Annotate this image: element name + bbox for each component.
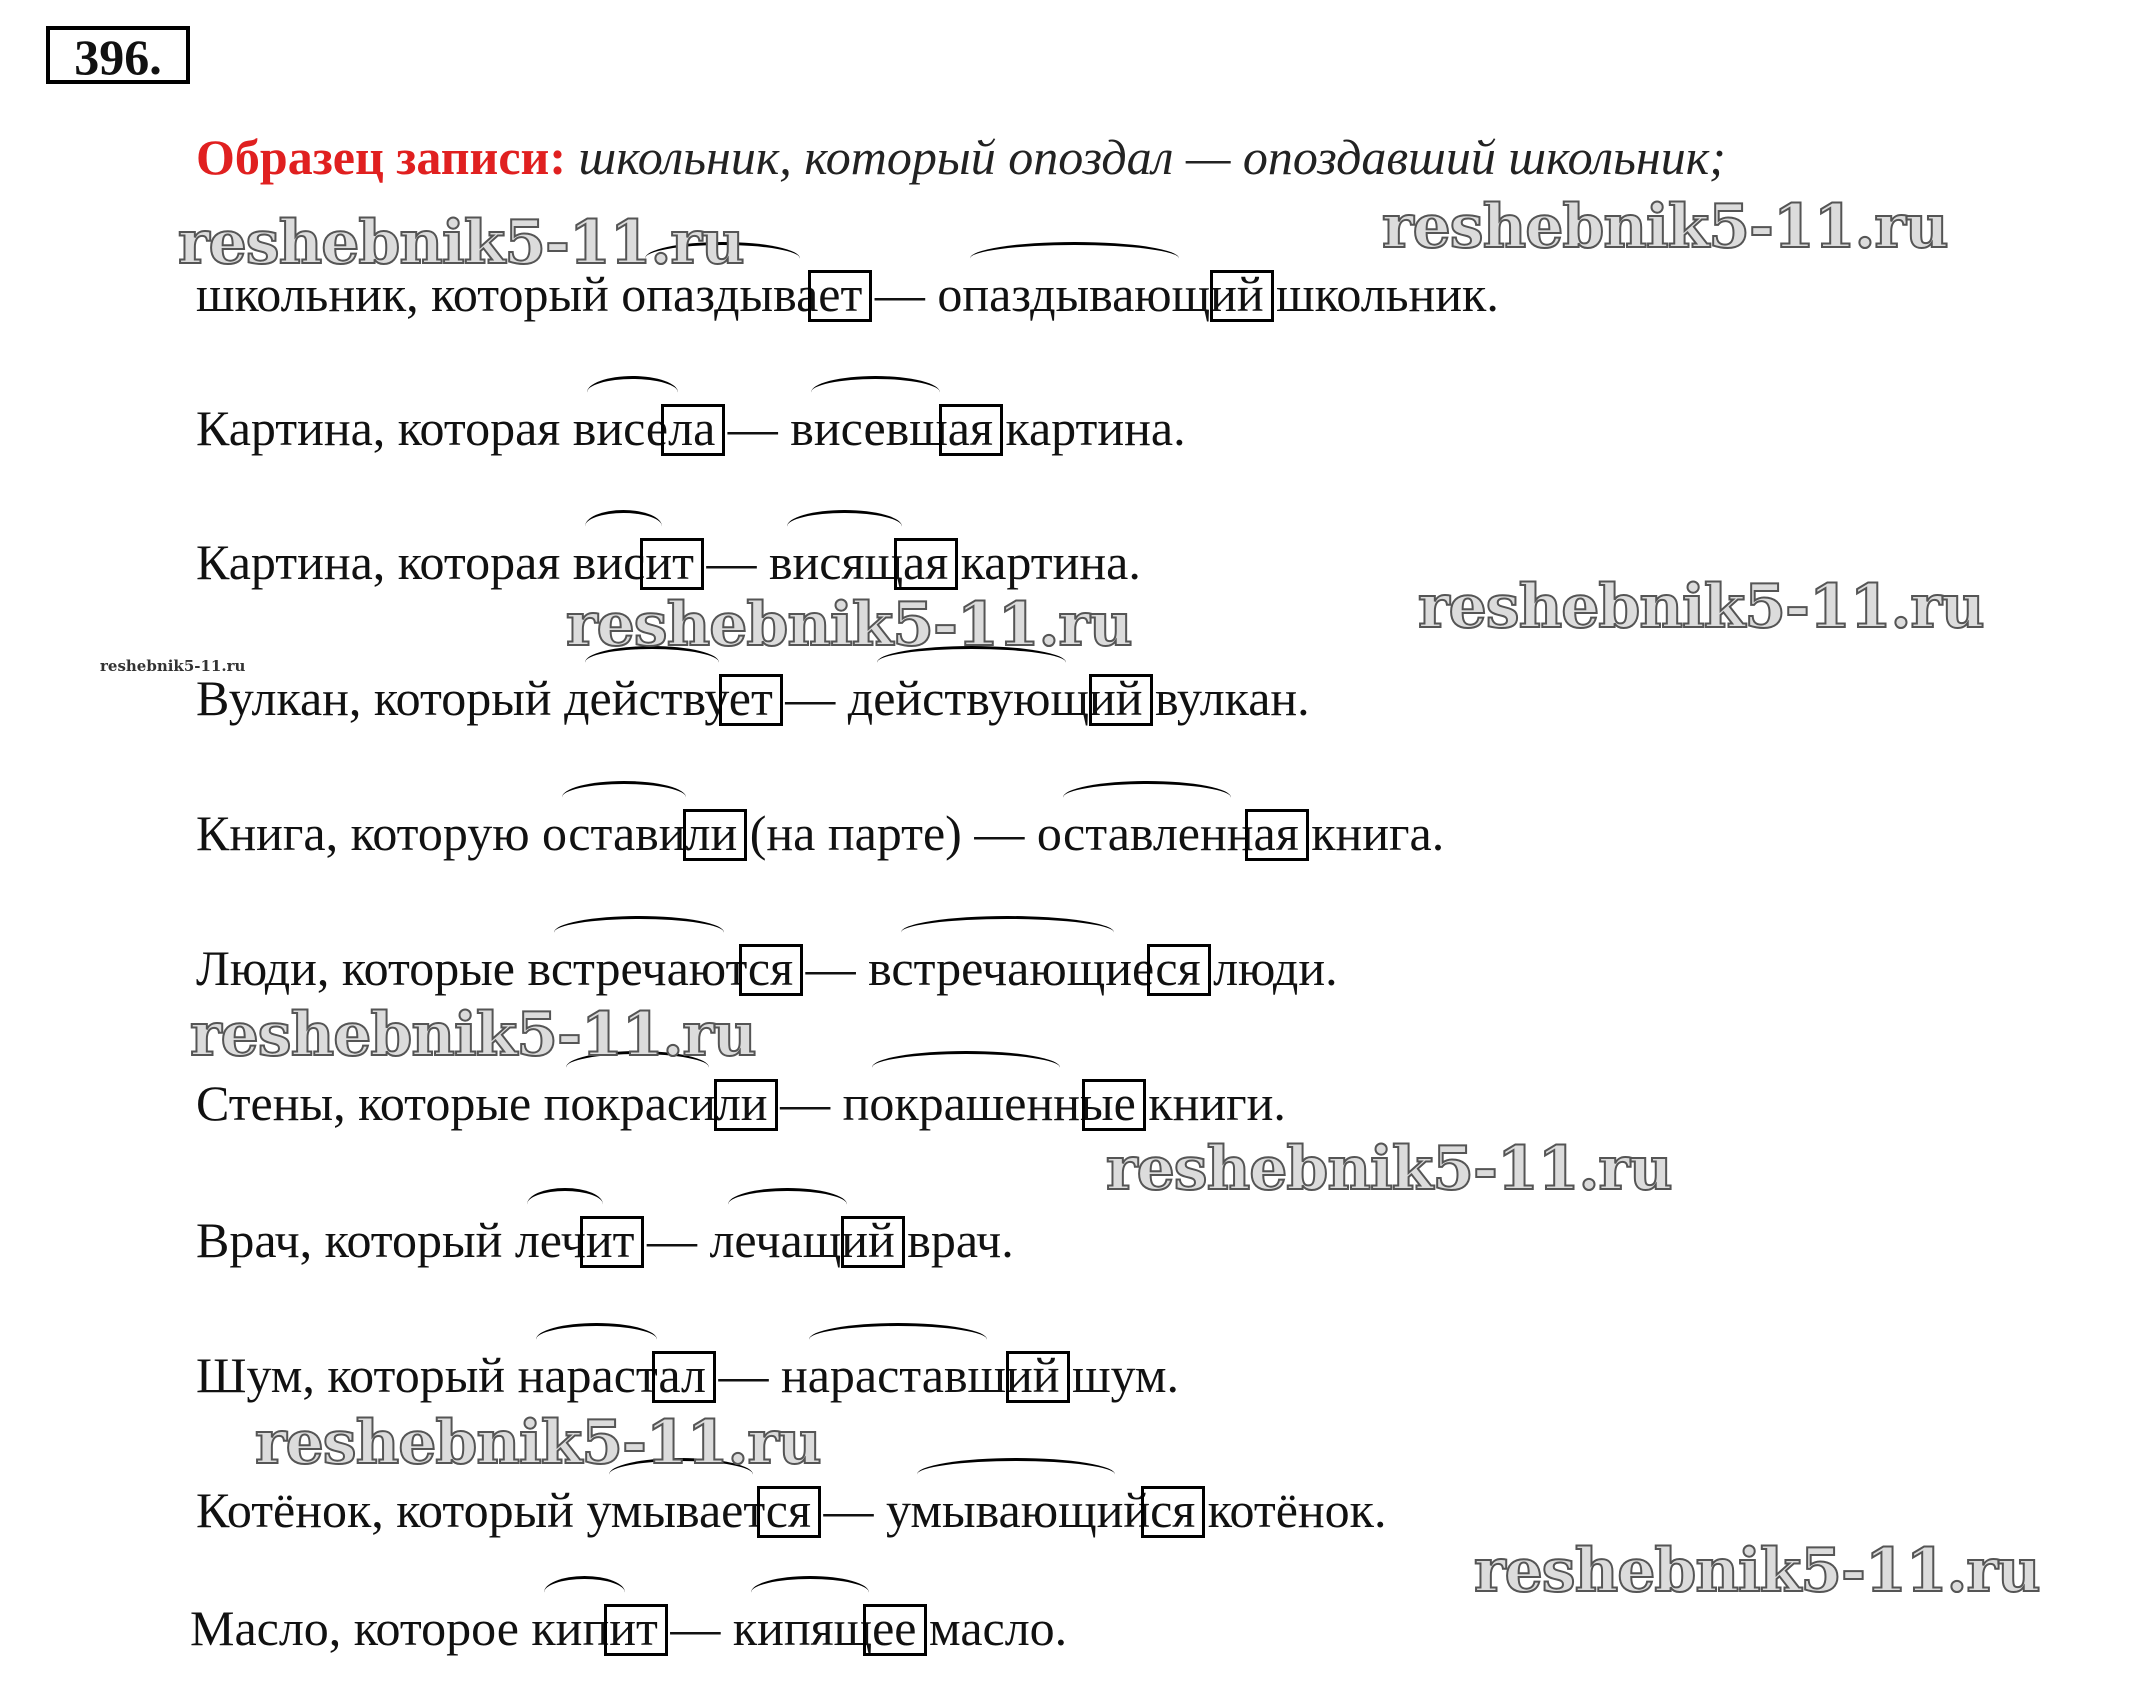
watermark: reshebnik5-11.ru: [190, 1000, 756, 1070]
noun-word: врач.: [907, 1212, 1014, 1268]
phrase-text: Люди, которые: [196, 940, 515, 996]
watermark: reshebnik5-11.ru: [1474, 1536, 2040, 1606]
dash: —: [974, 805, 1025, 861]
exercise-line: [196, 1210, 1996, 1270]
verb-word: умывается: [586, 1482, 811, 1538]
phrase-text: Картина, которая: [196, 534, 561, 590]
exercise-number: 396.: [46, 26, 190, 84]
dash: —: [874, 266, 925, 322]
phrase-text: Котёнок, который: [196, 1482, 574, 1538]
verb-word: лечит: [514, 1212, 635, 1268]
noun-word: книга.: [1311, 805, 1445, 861]
participle-word: оставленная: [1036, 805, 1299, 861]
verb-word: встречаются: [527, 940, 794, 996]
watermark: reshebnik5-11.ru: [1418, 572, 1984, 642]
exercise-line: [196, 1480, 1996, 1540]
phrase-text: Вулкан, который: [196, 670, 552, 726]
exercise-line: [196, 1073, 1996, 1133]
sample-text: школьник, который опоздал — опоздавший школьник;: [578, 129, 1726, 185]
dash: —: [727, 400, 778, 456]
participle-word: действующий: [847, 670, 1143, 726]
verb-word: нарастал: [517, 1347, 706, 1403]
phrase-text: Врач, который: [196, 1212, 503, 1268]
exercise-line: [190, 1598, 1990, 1658]
phrase-text: Картина, которая: [196, 400, 561, 456]
participle-word: кипящее: [732, 1600, 917, 1656]
participle-word: умывающийся: [886, 1482, 1196, 1538]
small-watermark: reshebnik5-11.ru: [100, 657, 246, 675]
sample-label: Образец записи:: [196, 129, 566, 185]
noun-word: котёнок.: [1207, 1482, 1387, 1538]
watermark: reshebnik5-11.ru: [178, 208, 744, 278]
participle-word: покрашенные: [842, 1075, 1136, 1131]
phrase-text: Стены, которые: [196, 1075, 532, 1131]
extra-text: (на парте): [749, 805, 962, 861]
watermark: reshebnik5-11.ru: [566, 590, 1132, 660]
exercise-line: [196, 264, 1996, 324]
verb-word: висит: [572, 534, 694, 590]
dash: —: [646, 1212, 697, 1268]
verb-word: оставили: [542, 805, 738, 861]
participle-word: висящая: [768, 534, 949, 590]
phrase-text: Книга, которую: [196, 805, 530, 861]
participle-word: встречающиеся: [868, 940, 1201, 996]
exercise-line: [196, 1345, 1996, 1405]
phrase-text: Шум, который: [196, 1347, 506, 1403]
watermark: reshebnik5-11.ru: [1106, 1134, 1672, 1204]
verb-word: кипит: [531, 1600, 658, 1656]
noun-word: вулкан.: [1155, 670, 1310, 726]
participle-word: висевшая: [790, 400, 993, 456]
sample-line: [196, 124, 2106, 190]
noun-word: книги.: [1148, 1075, 1286, 1131]
dash: —: [670, 1600, 721, 1656]
exercise-line: [196, 938, 1996, 998]
dash: —: [718, 1347, 769, 1403]
noun-word: шум.: [1072, 1347, 1180, 1403]
exercise-line: [196, 803, 1996, 863]
dash: —: [706, 534, 757, 590]
exercise-line: [196, 532, 1996, 592]
phrase-text: школьник, который: [196, 266, 609, 322]
exercise-line: [196, 398, 1996, 458]
participle-word: опаздывающий: [937, 266, 1264, 322]
phrase-text: Масло, которое: [190, 1600, 519, 1656]
noun-word: картина.: [960, 534, 1141, 590]
verb-word: покрасили: [543, 1075, 768, 1131]
noun-word: школьник.: [1276, 266, 1499, 322]
dash: —: [785, 670, 836, 726]
noun-word: картина.: [1005, 400, 1186, 456]
dash: —: [780, 1075, 831, 1131]
participle-word: нараставший: [780, 1347, 1060, 1403]
dash: —: [823, 1482, 874, 1538]
verb-word: висела: [572, 400, 716, 456]
watermark: reshebnik5-11.ru: [255, 1408, 821, 1478]
noun-word: масло.: [929, 1600, 1068, 1656]
verb-word: опаздывает: [621, 266, 863, 322]
participle-word: лечащий: [709, 1212, 895, 1268]
exercise-line: [196, 668, 1996, 728]
dash: —: [805, 940, 856, 996]
verb-word: действует: [564, 670, 773, 726]
watermark: reshebnik5-11.ru: [1382, 192, 1948, 262]
noun-word: люди.: [1213, 940, 1338, 996]
